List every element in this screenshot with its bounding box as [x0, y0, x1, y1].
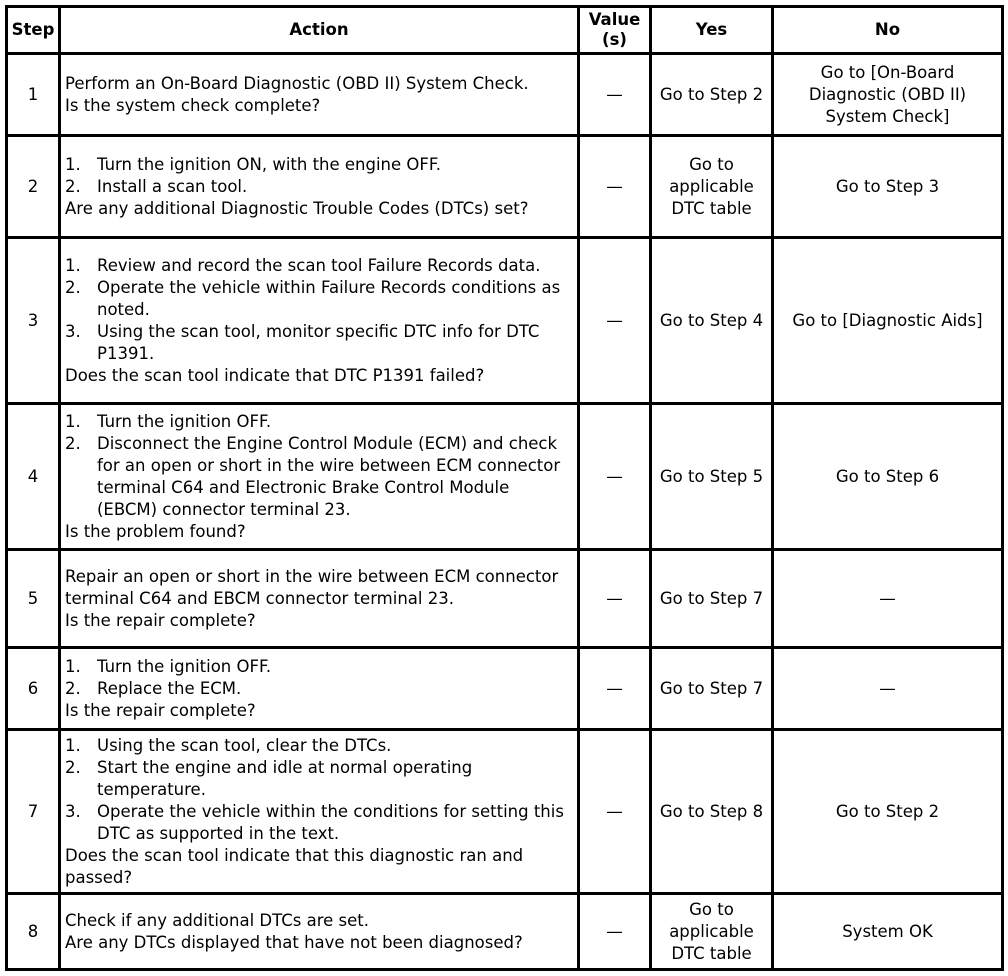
no-action: Go to Step 2	[773, 730, 1003, 894]
action-cell	[60, 550, 579, 648]
table-row	[7, 730, 1003, 894]
step-number: 8	[7, 894, 60, 970]
action-step-item	[65, 176, 573, 198]
action-cell	[60, 404, 579, 550]
action-step-item	[65, 757, 573, 801]
action-step-item	[65, 678, 573, 700]
value-cell: —	[579, 238, 651, 404]
action-step-number: 2.	[65, 757, 81, 777]
no-action: Go to [Diagnostic Aids]	[773, 238, 1003, 404]
action-step-number: 3.	[65, 801, 81, 821]
action-cell	[60, 894, 579, 970]
table-row	[7, 550, 1003, 648]
action-step-number: 1.	[65, 255, 81, 275]
action-step-number: 2.	[65, 277, 81, 297]
action-step-text: Using the scan tool, monitor specific DTC info for DTC P1391.	[97, 321, 540, 363]
action-step-number: 3.	[65, 321, 81, 341]
diagnostic-table-container	[5, 5, 1004, 971]
table-row	[7, 648, 1003, 730]
action-step-text: Operate the vehicle within the conditions for setting this DTC as supported in the text.	[97, 801, 564, 843]
action-step-text: Review and record the scan tool Failure Records data.	[97, 255, 541, 275]
action-step-number: 2.	[65, 176, 81, 196]
action-step-number: 1.	[65, 656, 81, 676]
action-step-text: Replace the ECM.	[97, 678, 242, 698]
action-question: Are any additional Diagnostic Trouble Codes (DTCs) set?	[65, 198, 529, 218]
action-instruction: Perform an On-Board Diagnostic (OBD II) System Check.	[65, 73, 529, 93]
action-instruction: Check if any additional DTCs are set.	[65, 910, 369, 930]
action-step-text: Install a scan tool.	[97, 176, 248, 196]
action-step-text: Disconnect the Engine Control Module (ECM) and check for an open or short in the wire between ECM connector terminal C64 and Electronic Brake Control Module (EBCM) connector terminal 23.	[97, 433, 561, 519]
yes-action: Go to Step 2	[651, 54, 773, 136]
action-step-list	[65, 154, 573, 198]
no-action: Go to Step 3	[773, 136, 1003, 238]
action-cell	[60, 238, 579, 404]
table-body	[7, 54, 1003, 970]
yes-action: Go to Step 4	[651, 238, 773, 404]
table-row	[7, 404, 1003, 550]
action-question: Is the repair complete?	[65, 610, 256, 630]
action-step-number: 1.	[65, 154, 81, 174]
action-step-text: Start the engine and idle at normal operating temperature.	[97, 757, 473, 799]
action-question: Is the system check complete?	[65, 95, 321, 115]
action-question: Are any DTCs displayed that have not been diagnosed?	[65, 932, 523, 952]
action-instruction: Repair an open or short in the wire between ECM connector terminal C64 and EBCM connector terminal 23.	[65, 566, 559, 608]
yes-action: Go to Step 5	[651, 404, 773, 550]
action-step-text: Turn the ignition OFF.	[97, 411, 272, 431]
value-cell: —	[579, 648, 651, 730]
header-yes: Yes	[651, 7, 773, 54]
value-cell: —	[579, 404, 651, 550]
yes-action: Go to applicable DTC table	[651, 894, 773, 970]
action-step-number: 1.	[65, 411, 81, 431]
table-row	[7, 136, 1003, 238]
table-row	[7, 894, 1003, 970]
action-step-item	[65, 277, 573, 321]
header-no: No	[773, 7, 1003, 54]
action-question: Is the problem found?	[65, 521, 246, 541]
value-cell: —	[579, 550, 651, 648]
action-cell	[60, 54, 579, 136]
no-action: System OK	[773, 894, 1003, 970]
no-action: Go to [On-Board Diagnostic (OBD II) System Check]	[773, 54, 1003, 136]
step-number: 2	[7, 136, 60, 238]
action-step-list	[65, 656, 573, 700]
action-question: Does the scan tool indicate that DTC P1391 failed?	[65, 365, 485, 385]
yes-action: Go to Step 7	[651, 550, 773, 648]
no-action: —	[773, 550, 1003, 648]
action-step-item	[65, 321, 573, 365]
action-step-item	[65, 735, 573, 757]
step-number: 3	[7, 238, 60, 404]
action-cell	[60, 730, 579, 894]
value-cell: —	[579, 730, 651, 894]
step-number: 1	[7, 54, 60, 136]
header-step: Step	[7, 7, 60, 54]
value-cell: —	[579, 894, 651, 970]
action-cell	[60, 136, 579, 238]
action-step-number: 2.	[65, 678, 81, 698]
header-row	[7, 7, 1003, 54]
action-step-item	[65, 255, 573, 277]
action-step-item	[65, 154, 573, 176]
action-step-number: 2.	[65, 433, 81, 453]
no-action: —	[773, 648, 1003, 730]
action-step-item	[65, 411, 573, 433]
action-cell	[60, 648, 579, 730]
step-number: 5	[7, 550, 60, 648]
action-question: Is the repair complete?	[65, 700, 256, 720]
action-step-text: Using the scan tool, clear the DTCs.	[97, 735, 392, 755]
yes-action: Go to Step 7	[651, 648, 773, 730]
diagnostic-table	[5, 5, 1004, 971]
action-step-text: Operate the vehicle within Failure Records conditions as noted.	[97, 277, 561, 319]
header-action: Action	[60, 7, 579, 54]
action-step-text: Turn the ignition OFF.	[97, 656, 272, 676]
yes-action: Go to applicable DTC table	[651, 136, 773, 238]
action-step-list	[65, 735, 573, 845]
action-step-text: Turn the ignition ON, with the engine OFF.	[97, 154, 441, 174]
action-step-list	[65, 255, 573, 365]
action-step-item	[65, 801, 573, 845]
step-number: 7	[7, 730, 60, 894]
table-row	[7, 54, 1003, 136]
action-step-list	[65, 411, 573, 521]
action-step-item	[65, 433, 573, 521]
value-cell: —	[579, 136, 651, 238]
header-value: Value (s)	[579, 7, 651, 54]
value-cell: —	[579, 54, 651, 136]
yes-action: Go to Step 8	[651, 730, 773, 894]
action-step-item	[65, 656, 573, 678]
no-action: Go to Step 6	[773, 404, 1003, 550]
action-step-number: 1.	[65, 735, 81, 755]
step-number: 4	[7, 404, 60, 550]
step-number: 6	[7, 648, 60, 730]
action-question: Does the scan tool indicate that this diagnostic ran and passed?	[65, 845, 524, 887]
table-row	[7, 238, 1003, 404]
